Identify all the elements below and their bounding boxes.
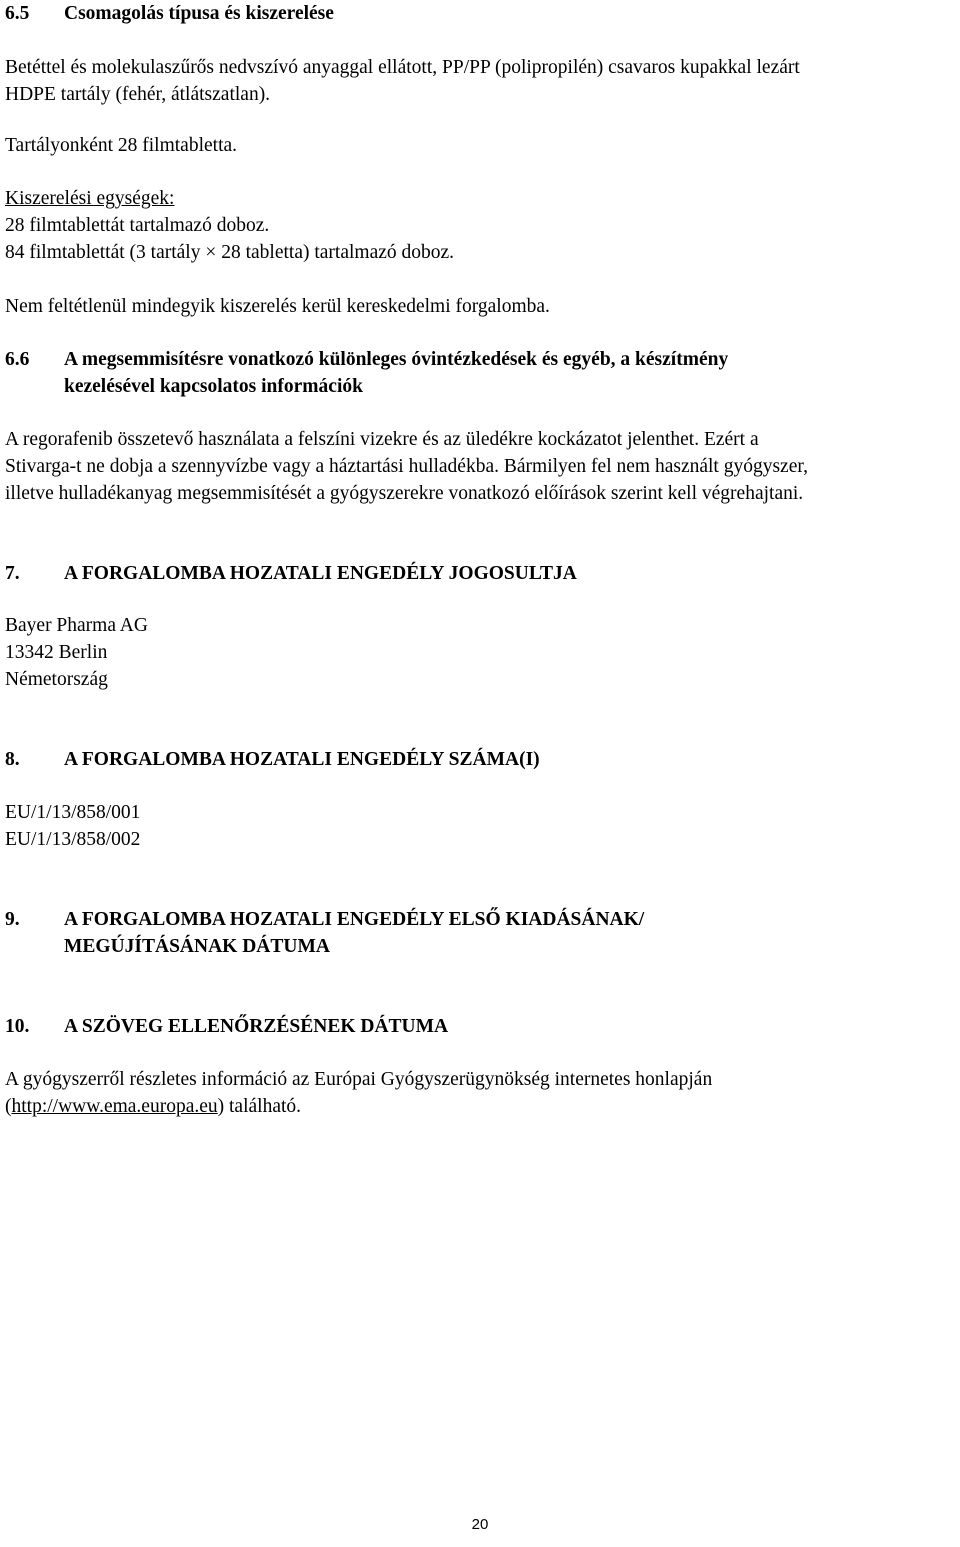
section-9-number: 9.: [5, 909, 20, 930]
pack-sizes-heading: Kiszerelési egységek:: [5, 188, 175, 209]
disposal-text-line2: Stivarga-t ne dobja a szennyvízbe vagy a háztartási hulladékba. Bármilyen fel nem használt gyógyszer,: [5, 456, 808, 477]
authorisation-number: EU/1/13/858/002: [5, 829, 141, 850]
disposal-text-line3: illetve hulladékanyag megsemmisítését a gyógyszerekre vonatkozó előírások szerint kell végrehajtani.: [5, 483, 804, 504]
section-10-title: A SZÖVEG ELLENŐRZÉSÉNEK DÁTUMA: [64, 1016, 449, 1037]
holder-address-line: 13342 Berlin: [5, 642, 108, 663]
ema-info-line1: A gyógyszerről részletes információ az Európai Gyógyszerügynökség internetes honlapján: [5, 1069, 713, 1090]
section-6-5-title: Csomagolás típusa és kiszerelése: [64, 3, 334, 24]
section-10-number: 10.: [5, 1016, 30, 1037]
ema-info-line2: [5, 1093, 301, 1120]
section-7-number: 7.: [5, 563, 20, 584]
holder-address-line: Bayer Pharma AG: [5, 615, 148, 636]
packaging-description-line1: Betéttel és molekulaszűrős nedvszívó anyaggal ellátott, PP/PP (polipropilén) csavaros kupakkal lezárt: [5, 57, 800, 78]
ema-info-tail: ) található.: [217, 1096, 302, 1117]
page-number: 20: [471, 1516, 489, 1533]
disposal-text-line1: A regorafenib összetevő használata a felszíni vizekre és az üledékre kockázatot jelenthet. Ezért a: [5, 429, 759, 450]
authorisation-number: EU/1/13/858/001: [5, 802, 141, 823]
section-6-6-title-line1: A megsemmisítésre vonatkozó különleges óvintézkedések és egyéb, a készítmény: [64, 349, 729, 370]
section-8-title: A FORGALOMBA HOZATALI ENGEDÉLY SZÁMA(I): [64, 749, 540, 770]
section-9-title-line2: MEGÚJÍTÁSÁNAK DÁTUMA: [64, 936, 330, 957]
tablets-per-container: Tartályonként 28 filmtabletta.: [5, 135, 238, 156]
section-9-title-line1: A FORGALOMBA HOZATALI ENGEDÉLY ELSŐ KIADÁSÁNAK/: [64, 909, 645, 930]
section-6-5-number: 6.5: [5, 3, 30, 24]
holder-address-line: Németország: [5, 669, 108, 690]
ema-open-paren: (: [5, 1096, 12, 1117]
section-8-number: 8.: [5, 749, 20, 770]
section-7-title: A FORGALOMBA HOZATALI ENGEDÉLY JOGOSULTJA: [64, 563, 577, 584]
packaging-description-line2: HDPE tartály (fehér, átlátszatlan).: [5, 84, 271, 105]
ema-website-link[interactable]: http://www.ema.europa.eu: [11, 1096, 218, 1117]
pack-size-item: 28 filmtablettát tartalmazó doboz.: [5, 215, 270, 236]
pack-size-item: 84 filmtablettát (3 tartály × 28 tabletta) tartalmazó doboz.: [5, 242, 455, 263]
marketing-note: Nem feltétlenül mindegyik kiszerelés kerül kereskedelmi forgalomba.: [5, 296, 550, 317]
section-6-6-title-line2: kezelésével kapcsolatos információk: [64, 376, 363, 397]
section-6-6-number: 6.6: [5, 349, 30, 370]
